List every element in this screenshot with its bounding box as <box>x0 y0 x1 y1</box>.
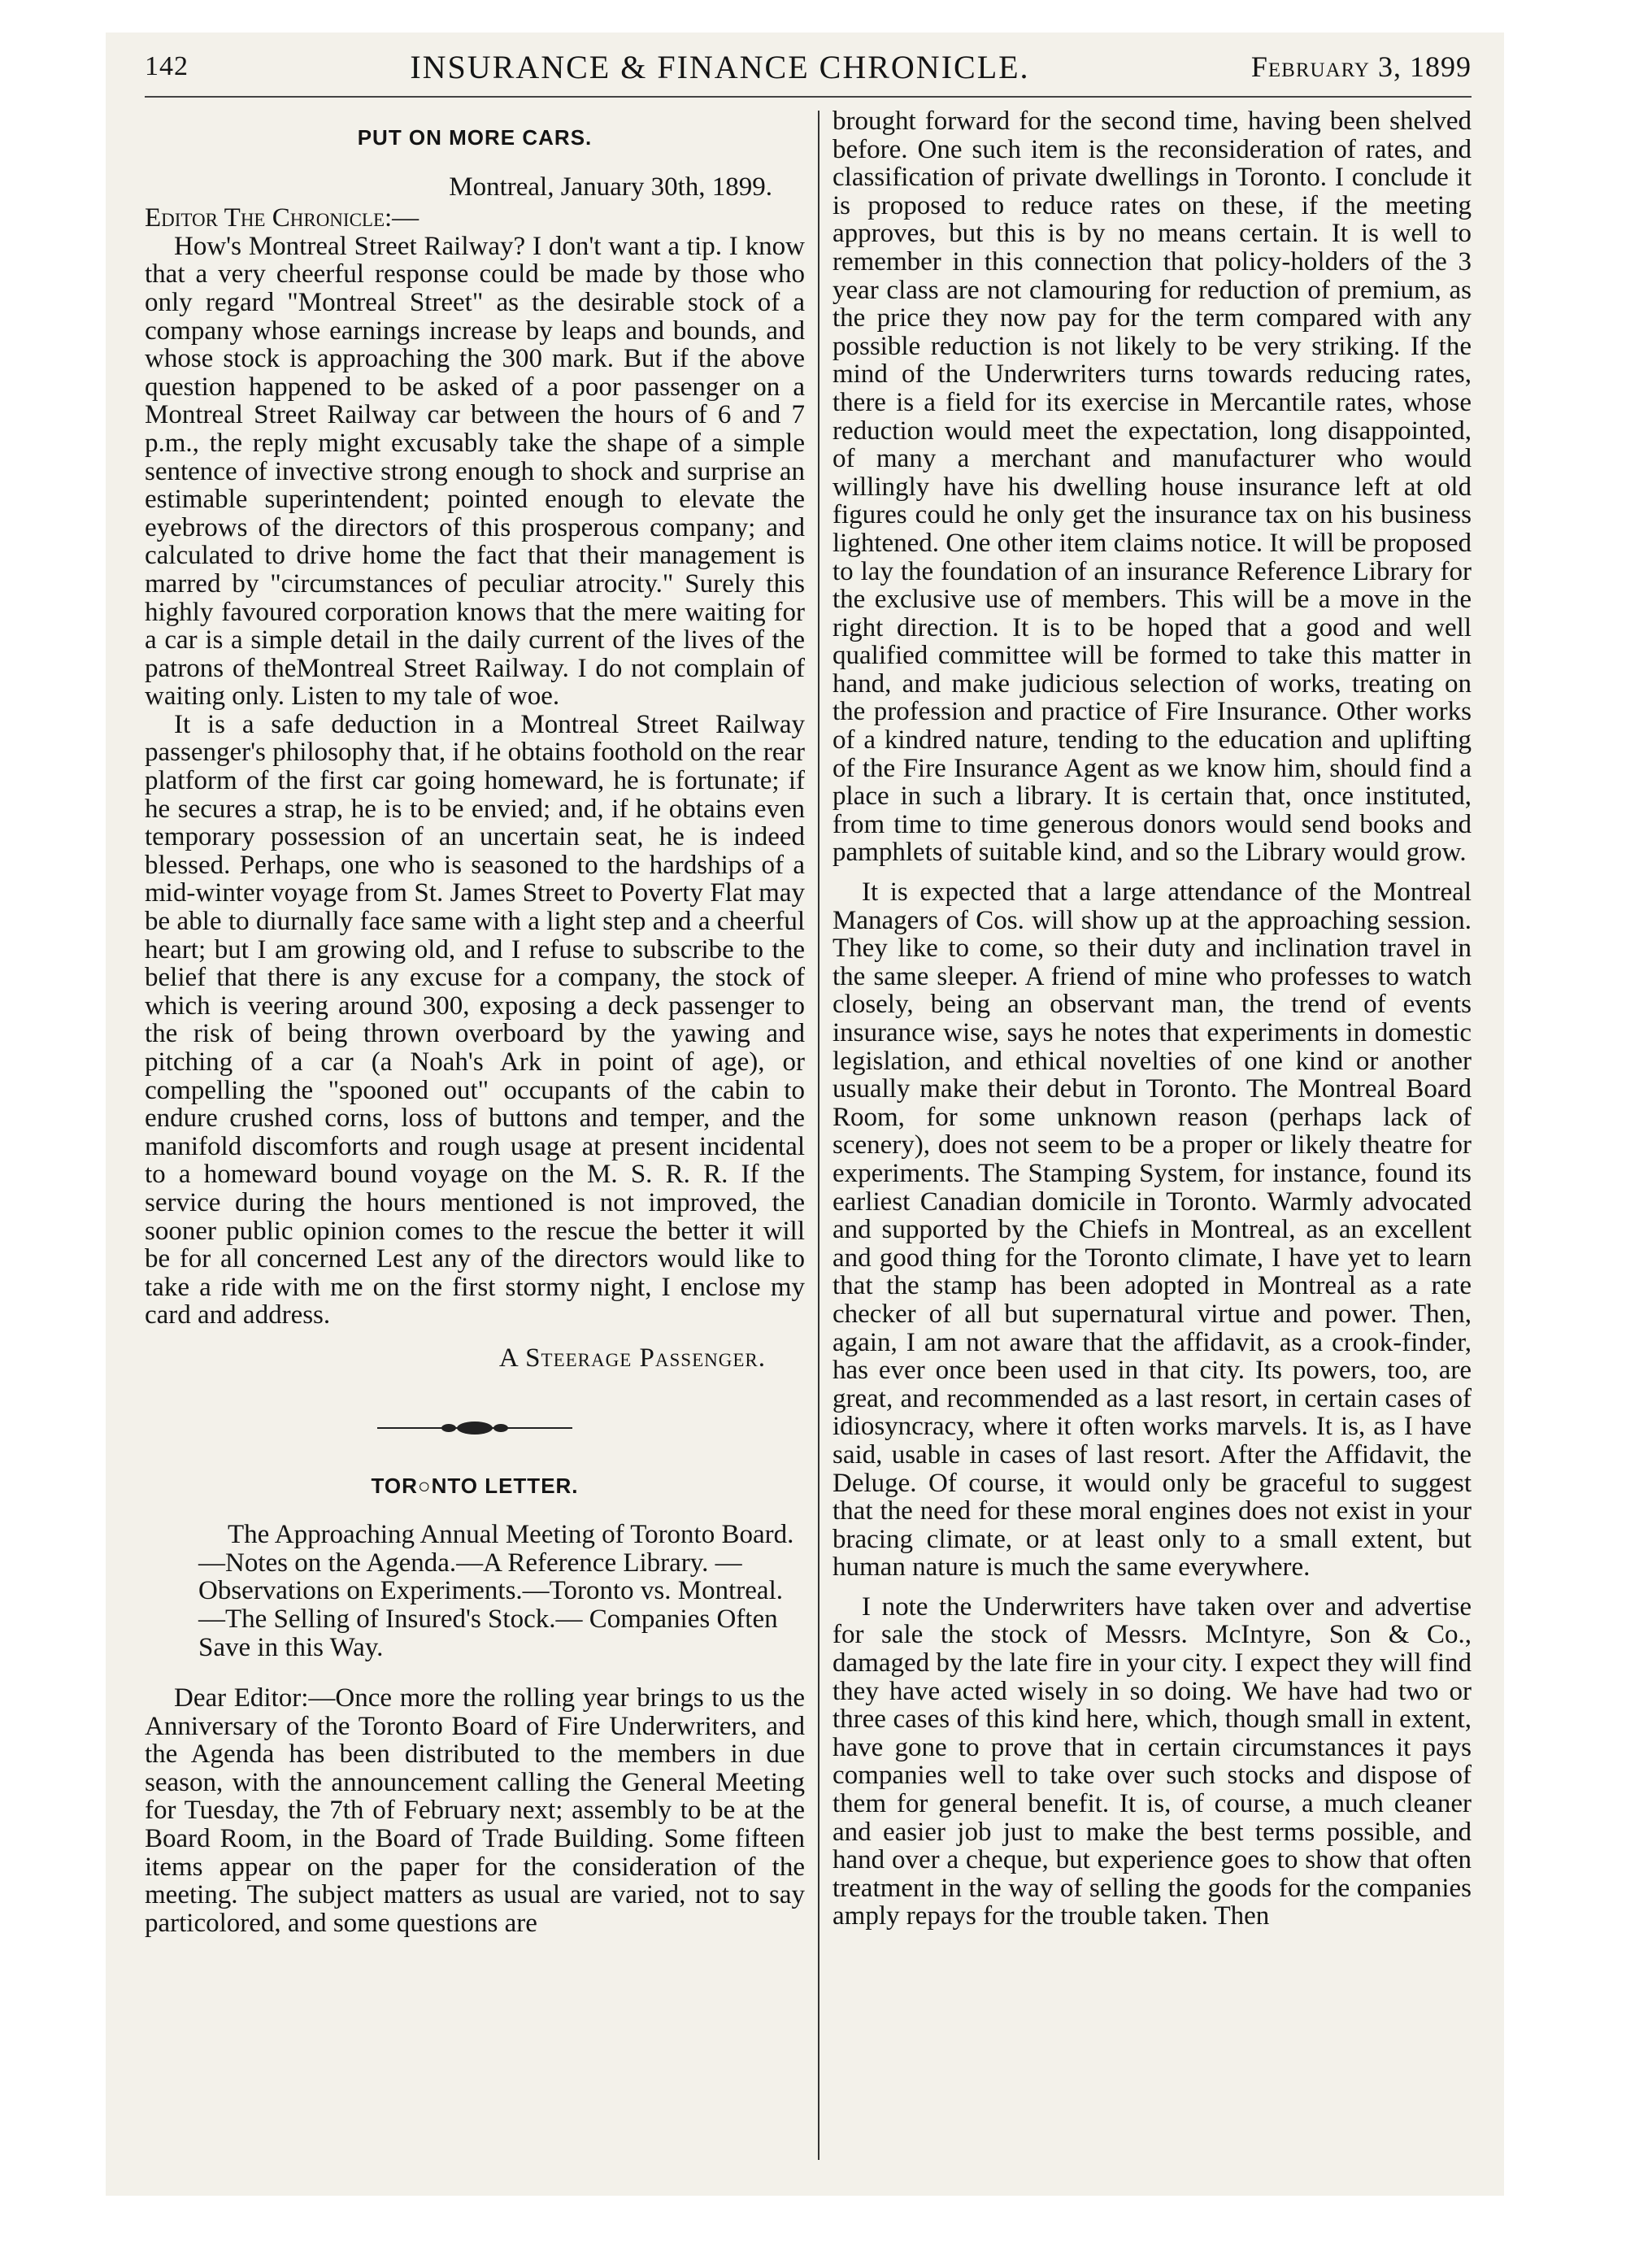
letter-dateline: Montreal, January 30th, 1899. <box>449 172 772 202</box>
article-title: TOR○NTO LETTER. <box>371 1473 579 1498</box>
article-paragraph: It is expected that a large attendance of the Montreal Managers of Cos. will show up at the approaching session. They like to come, so their duty and inclination travel in the same sleeper. A friend of mine who professes to watch closely, being an observant man, the trend of events insurance wise, says he notes that experiments in domestic legislation, and ethical novelties of one kind or another usually make their debut in Toronto. The Montreal Board Room, for some unknown reason (perhaps lack of scenery), does not seem to be a proper or likely theatre for experiments. The Stamping System, for instance, found its earliest Canadian domicile in Toronto. Warmly advocated and supported by the Chiefs in Montreal, as an excellent and good thing for the Toronto climate, I have yet to learn that the stamp has been adopted in Montreal as a rate checker of all but supernatural virtue and power. Then, again, I am not aware that the affidavit, as a crook-finder, has ever once been used in that city. Its powers, too, are great, and recommended as a last resort, in certain cases of idiosyncracy, where it often works marvels. It is, as I have said, usable in cases of last resort. After the Affidavit, the Deluge. Of course, it would only be graceful to suggest that the need for these moral engines does not exist in your bracing climate, or at least only to a small extent, but human nature is much the same everywhere. <box>833 877 1472 1583</box>
letter-salutation: Editor The Chronicle:— <box>145 203 420 233</box>
letter-signature: A Steerage Passenger. <box>498 1343 766 1373</box>
article-paragraph: I note the Underwriters have taken over and advertise for sale the stock of Messrs. McIntyre, Son & Co., damaged by the late fire in your city. I expect they will find they have acted wisely in so doing. We have had two or three cases of this kind here, which, though small in extent, have gone to prove that in certain circumstances it pays companies well to take over such stocks and dispose of them for general benefit. It is, of course, a much cleaner and easier job just to make the best terms possible, and hand over a cheque, but experience goes to show that often treatment in the way of selling the goods for the companies amply repays for the trouble taken. Then <box>833 1591 1472 1931</box>
column-divider <box>818 111 819 2160</box>
right-column <box>833 107 1472 1931</box>
page-number: 142 <box>145 51 189 81</box>
journal-page <box>106 33 1504 2196</box>
article-title: PUT ON MORE CARS. <box>357 125 593 150</box>
article-paragraph: It is a safe deduction in a Montreal Street Railway passenger's philosophy that, if he obtains foothold on the rear platform of the first car going homeward, he is fortunate; if he secures a strap, he is to be envied; and, if he obtains even temporary possession of an uncertain seat, he is indeed blessed. Perhaps, one who is seasoned to the hardships of a mid-winter voyage from St. James Street to Poverty Flat may be able to diurnally face same with a light step and a cheerful heart; but I am growing old, and I refuse to subscribe to the belief that there is any excuse for a company, the stock of which is veering around 300, exposing a deck passenger to the risk of being thrown overboard by the yawing and pitching of a car (a Noah's Ark in point of age), or compelling the "spooned out" occupants of the cabin to endure crushed corns, loss of buttons and temper, and the manifold discomforts and rough usage at present incidental to a homeward bound voyage on the M. S. R. R. If the service during the hours mentioned is not improved, the sooner public opinion comes to the rescue the better it will be for all concerned Lest any of the directors would like to take a ride with me on the first stormy night, I enclose my card and address. <box>145 709 805 1330</box>
decorative-rule-ornament-icon <box>377 1420 572 1436</box>
article-paragraph: How's Montreal Street Railway? I don't want a tip. I know that a very cheerful response could be made by those who only regard "Montreal Street" as the desirable stock of a company whose earnings increase by leaps and bounds, and whose stock is approaching the 300 mark. But if the above question happened to be asked of a poor passenger on a Montreal Street Railway car between the hours of 6 and 7 p.m., the reply might excusably take the shape of a simple sentence of invective strong enough to shock and surprise an estimable superintendent; pointed enough to elevate the eyebrows of the directors of this prosperous company; and calculated to drive home the fact that their management is marred by "circumstances of peculiar atrocity." Surely this highly favoured corporation knows that the mere waiting for a car is a simple detail in the daily current of the lives of the patrons of theMontreal Street Railway. I do not complain of waiting only. Listen to my tale of woe. <box>145 231 805 712</box>
article-subheads: The Approaching Annual Meeting of Toronto Board. —Notes on the Agenda.—A Reference Library. —Observations on Experiments.—Toronto vs. Montreal.—The Selling of Insured's Stock.— Companies Often Save in this Way. <box>198 1520 794 1662</box>
header-rule <box>145 96 1472 98</box>
article-paragraph: Dear Editor:—Once more the rolling year brings to us the Anniversary of the Toronto Board of Fire Underwriters, and the Agenda has been distributed to the members in due season, with the announcement calling the General Meeting for Tuesday, the 7th of February next; assembly to be at the Board Room, in the Board of Trade Building. Some fifteen items appear on the paper for the consideration of the meeting. The subject matters as usual are varied, not to say particolored, and some questions are <box>145 1683 805 1938</box>
issue-date: February 3, 1899 <box>1250 50 1472 83</box>
page-header <box>145 42 1472 91</box>
article-paragraph: brought forward for the second time, having been shelved before. One such item is the reconsideration of rates, and classification of private dwellings in Toronto. I conclude it is proposed to reduce rates on these, if the meeting approves, but this is by no means certain. It is well to remember in this connection that policy-holders of the 3 year class are not clamouring for reduction of premium, as the price they now pay for the term compared with any possible reduction is not likely to be very striking. If the mind of the Underwriters turns towards reducing rates, there is a field for its exercise in Mercantile rates, whose reduction would meet the expectation, long disappointed, of many a merchant and manufacturer who would willingly have his dwelling house insurance left at old figures could he only get the insurance tax on his business lightened. One other item claims notice. It will be proposed to lay the foundation of an insurance Reference Library for the exclusive use of members. This will be a move in the right direction. It is to be hoped that a good and well qualified committee will be formed to take this matter in hand, and make judicious selection of works, treating on the profession and practice of Fire Insurance. Other works of a kindred nature, tending to the education and uplifting of the Fire Insurance Agent as we know him, should find a place in such a library. It is certain that, once instituted, from time to time generous donors would send books and pamphlets of suitable kind, and so the Library would grow. <box>833 107 1472 868</box>
left-column <box>145 107 805 1937</box>
journal-title: INSURANCE & FINANCE CHRONICLE. <box>410 48 1030 85</box>
